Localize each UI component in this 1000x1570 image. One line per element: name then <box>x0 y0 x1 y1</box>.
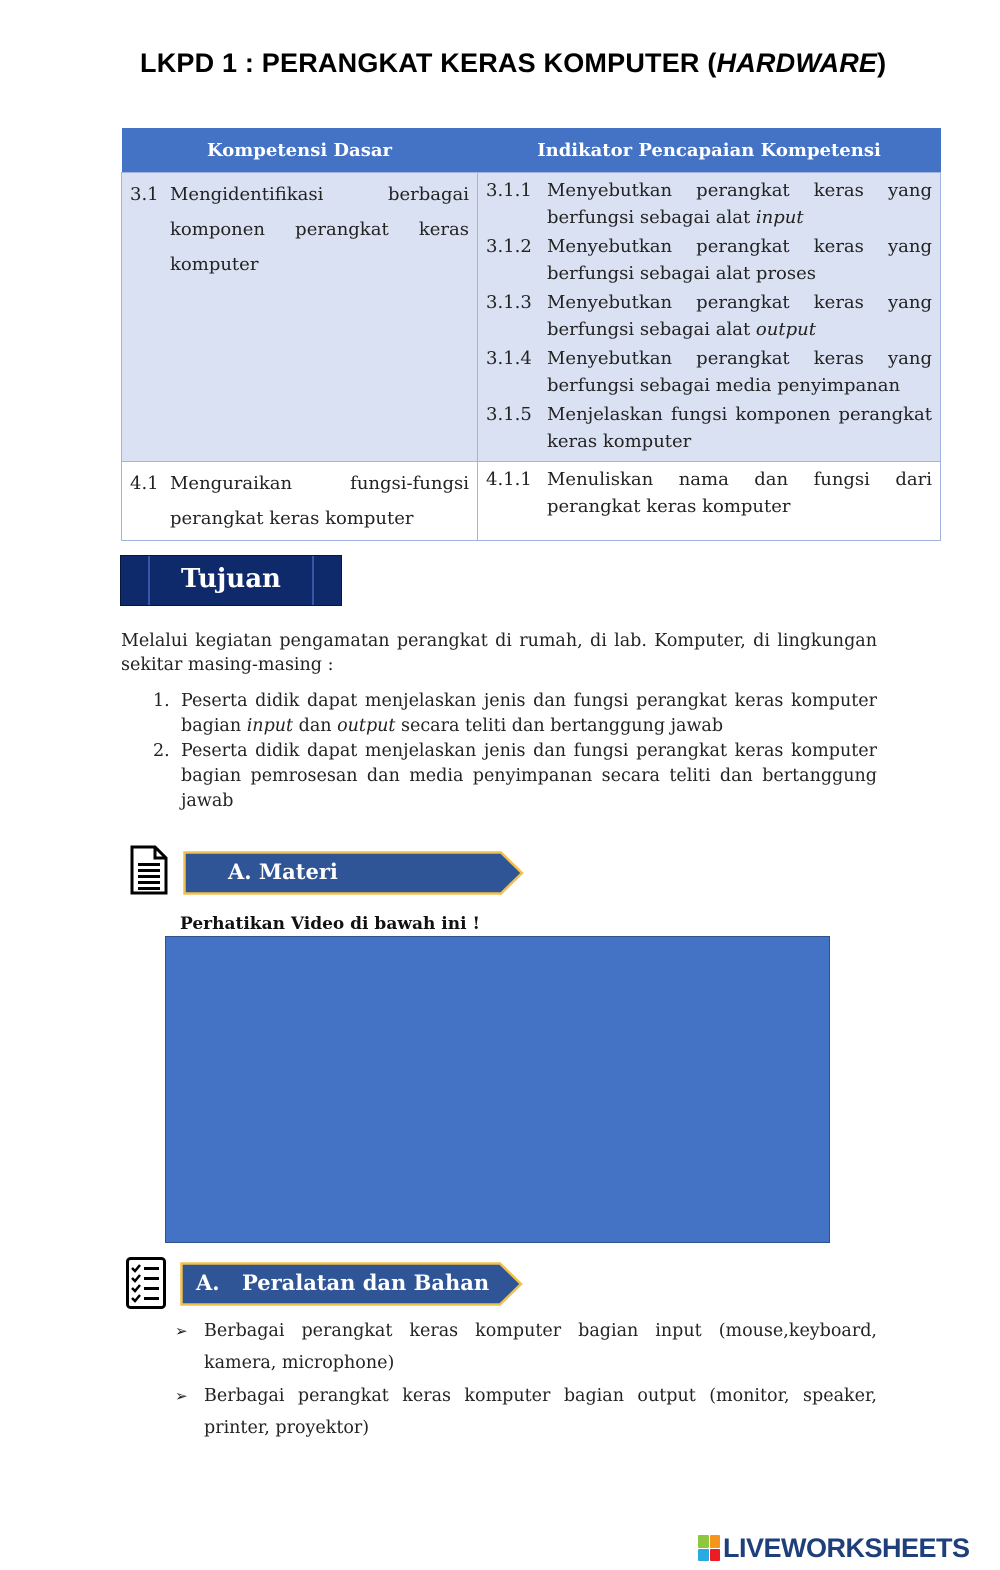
list-item: ➢ Berbagai perangkat keras komputer bagian input (mouse,keyboard, kamera, microphone) <box>175 1315 877 1379</box>
tools-list <box>175 1315 877 1445</box>
table-row <box>122 173 941 462</box>
table-row <box>122 462 941 541</box>
list-item: 2. Peserta didik dapat menjelaskan jenis dan fungsi perangkat keras komputer bagian pemrosesan dan media penyimpanan secara teliti dan bertanggung jawab <box>153 741 877 811</box>
goals-list <box>121 689 877 814</box>
kd-text: Menguraikan fungsi-fungsi perangkat keras komputer <box>170 473 469 529</box>
page-title: LKPD 1 : PERANGKAT KERAS KOMPUTER (HARDWARE) <box>140 48 887 78</box>
table-header-kd: Kompetensi Dasar <box>122 128 478 173</box>
logo-mark-icon <box>698 1535 720 1561</box>
competency-table <box>121 128 941 541</box>
indicator-item: 4.1.1 Menuliskan nama dan fungsi dari perangkat keras komputer <box>486 469 932 517</box>
arrow-bullet-icon: ➢ <box>175 1322 188 1340</box>
table-header-indikator: Indikator Pencapaian Kompetensi <box>478 128 941 173</box>
kd-text: Mengidentifikasi berbagai komponen perangkat keras komputer <box>170 184 469 275</box>
indicator-item: 3.1.1 Menyebutkan perangkat keras yang berfungsi sebagai alat input <box>486 180 932 228</box>
tujuan-heading: Tujuan <box>120 555 342 606</box>
indicator-item: 3.1.2 Menyebutkan perangkat keras yang berfungsi sebagai alat proses <box>486 236 932 284</box>
tujuan-intro: Melalui kegiatan pengamatan perangkat di rumah, di lab. Komputer, di lingkungan sekitar masing-masing : <box>121 631 877 675</box>
video-caption: Perhatikan Video di bawah ini ! <box>180 914 480 934</box>
list-item: ➢ Berbagai perangkat keras komputer bagian output (monitor, speaker, printer, proyektor) <box>175 1380 877 1444</box>
arrow-bullet-icon: ➢ <box>175 1387 188 1405</box>
list-item: 1. Peserta didik dapat menjelaskan jenis dan fungsi perangkat keras komputer bagian input dan output secara teliti dan bertanggung jawab <box>153 691 877 736</box>
video-player[interactable] <box>165 936 830 1243</box>
indicator-item: 3.1.3 Menyebutkan perangkat keras yang berfungsi sebagai alat output <box>486 292 932 340</box>
liveworksheets-logo[interactable]: LIVEWORKSHEETS <box>698 1533 970 1563</box>
kd-number: 4.1 <box>130 473 159 494</box>
indicator-item: 3.1.5 Menjelaskan fungsi komponen perangkat keras komputer <box>486 404 932 452</box>
checklist-icon <box>125 1256 167 1314</box>
kd-number: 3.1 <box>130 184 159 205</box>
indicator-item: 3.1.4 Menyebutkan perangkat keras yang berfungsi sebagai media penyimpanan <box>486 348 932 396</box>
materi-heading: A. Materi <box>183 851 525 895</box>
peralatan-heading: A. Peralatan dan Bahan <box>180 1262 524 1306</box>
document-icon <box>129 845 169 899</box>
